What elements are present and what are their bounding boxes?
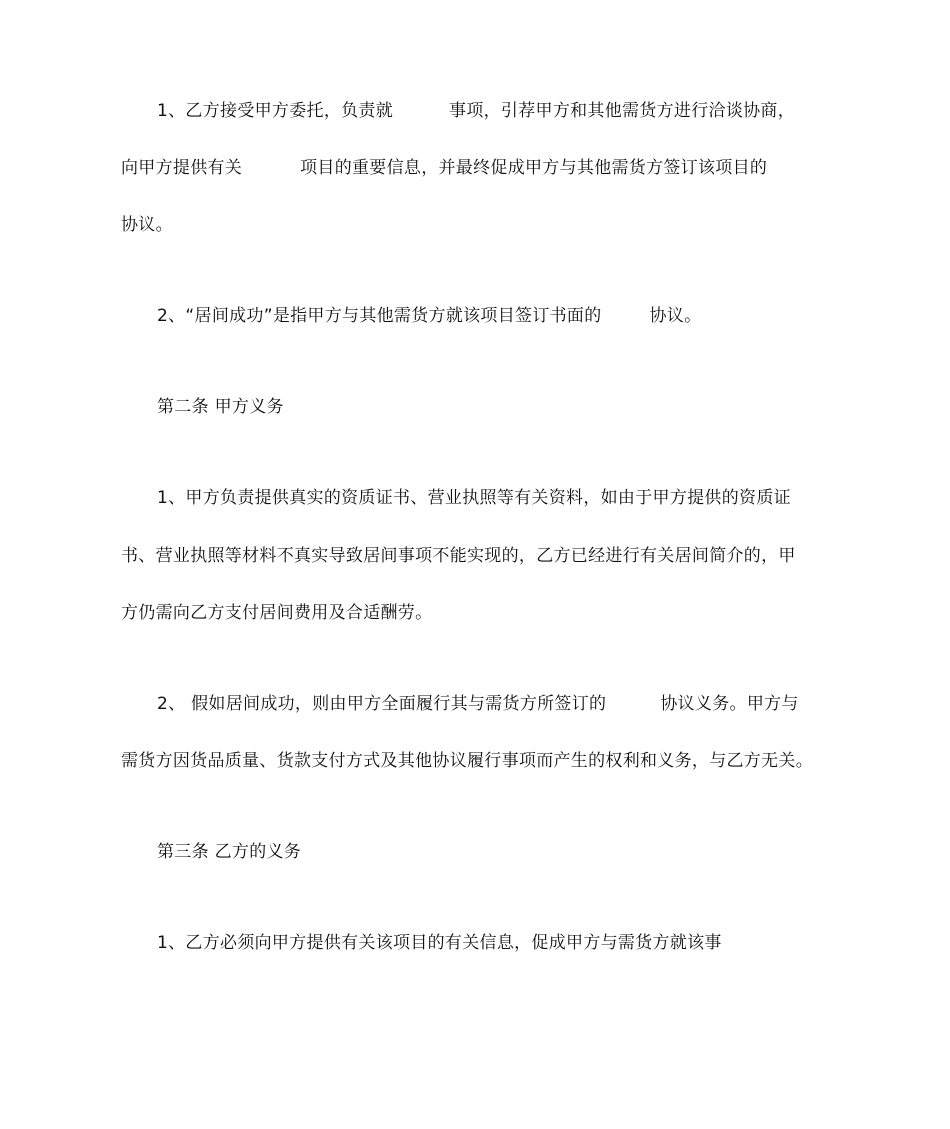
paragraph-1-line-3: 协议。 (121, 215, 173, 235)
paragraph-3-line-3: 方仍需向乙方支付居间费用及合适酬劳。 (121, 603, 433, 623)
paragraph-5-line-1: 1、乙方必须向甲方提供有关该项目的有关信息，促成甲方与需货方就该事 (157, 933, 722, 953)
text-segment: 协议义务。甲方与 (660, 694, 799, 714)
text-segment: 事项，引荐甲方和其他需货方进行洽谈协商， (449, 101, 796, 121)
paragraph-1-line-1 (157, 99, 795, 123)
text-segment: 向甲方提供有关 (121, 158, 243, 178)
paragraph-4-line-2: 需货方因货品质量、货款支付方式及其他协议履行事项而产生的权利和义务，与乙方无关。 (121, 751, 813, 771)
section-heading-3: 第三条 乙方的义务 (157, 842, 302, 862)
text-segment: 2、“居间成功”是指甲方与其他需货方就该项目签订书面的 (157, 306, 602, 326)
text-segment: 项目的重要信息，并最终促成甲方与其他需货方签订该项目的 (300, 158, 768, 178)
paragraph-3-line-2: 书、营业执照等材料不真实导致居间事项不能实现的，乙方已经进行有关居间简介的，甲 (121, 546, 796, 566)
text-segment: 协议。 (649, 306, 702, 326)
text-segment: 1、乙方接受甲方委托，负责就 (157, 101, 394, 121)
paragraph-4-line-1 (157, 692, 799, 716)
paragraph-1-line-2 (121, 156, 767, 180)
text-segment: 2、 假如居间成功，则由甲方全面履行其与需货方所签订的 (157, 694, 607, 714)
paragraph-2-line-1 (157, 304, 701, 328)
section-heading-2: 第二条 甲方义务 (157, 397, 284, 417)
paragraph-3-line-1: 1、甲方负责提供真实的资质证书、营业执照等有关资料，如由于甲方提供的资质证 (157, 488, 791, 508)
